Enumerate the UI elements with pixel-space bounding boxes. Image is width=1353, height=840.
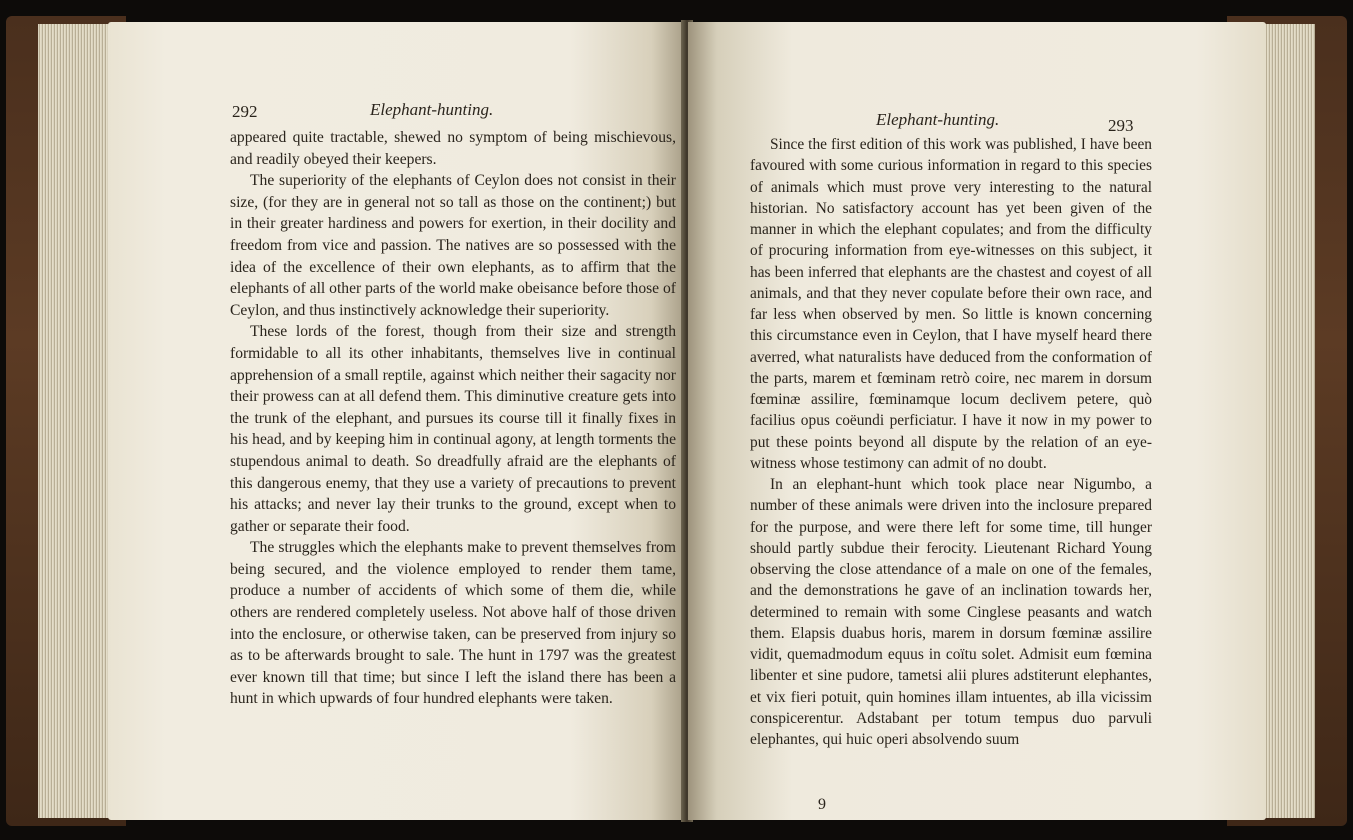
signature-mark: 9 bbox=[818, 796, 826, 813]
right-page bbox=[688, 22, 1266, 820]
left-page bbox=[108, 22, 686, 820]
right-running-title: Elephant-hunting. bbox=[876, 110, 1000, 129]
left-paragraph-1: appeared quite tractable, shewed no symptom of being mischievous, and readily obeyed their keepers. bbox=[230, 129, 676, 168]
left-paragraph-2: The superiority of the elephants of Ceylon does not consist in their size, (for they are in general not so tall as those on the continent;) but in their greater hardiness and powers for exertion, in their docility and freedom from vice and passion. The natives are so possessed with the idea of the excellence of their own elephants, as to affirm that the elephants of all other parts of the world make obeisance before those of Ceylon, and thus instinctively acknowledge their superiority. bbox=[230, 172, 676, 319]
page-edges-left bbox=[38, 24, 118, 818]
right-page-number: 293 bbox=[1108, 116, 1134, 135]
left-paragraph-3: These lords of the forest, though from their size and strength formidable to all its other inhabitants, themselves live in continual apprehension of a small reptile, against which neither their sagacity nor their prowess can at all defend them. This diminutive creature gets into the trunk of the elephant, and pursues its course till it finally fixes in his head, and by keeping him in continual agony, at length torments the stupendous animal to death. So dreadfully afraid are the elephants of this dangerous enemy, that they use a variety of precautions to prevent his attacks; and never lay their trunks to the ground, except when to gather or separate their food. bbox=[230, 323, 676, 535]
right-body-text bbox=[750, 134, 1152, 750]
left-page-number: 292 bbox=[232, 102, 258, 121]
left-running-title: Elephant-hunting. bbox=[370, 100, 494, 119]
left-paragraph-4: The struggles which the elephants make to prevent themselves from being secured, and the violence employed to render them tame, produce a number of accidents of which some of them die, while others are rendered completely useless. Not above half of those driven into the enclosure, or otherwise taken, can be preserved from injury so as to be afterwards brought to sale. The hunt in 1797 was the greatest ever known till that time; but since I left the island there has been a hunt in which upwards of four hundred elephants were taken. bbox=[230, 539, 676, 708]
right-paragraph-2: In an elephant-hunt which took place near Nigumbo, a number of these animals were driven into the inclosure prepared for the purpose, and were there left for some time, till hunger should partly subdue their ferocity. Lieutenant Richard Young observing the close attendance of a male on one of the females, and the demonstrations he gave of an inclination towards her, determined to remain with some Cinglese peasants and watch them. Elapsis duabus horis, marem in dorsum fœminæ assilire vidit, quemadmodum equus in coïtu solet. Admisit eum fœmina libenter et sine pudore, tametsi alii plures adstiterunt elephantes, et vix fieri potuit, quin homines illam intuentes, ab illa vicissim conspicerentur. Adstabant per totum tempus duo parvuli elephantes, qui huic operi absolvendo suum bbox=[750, 476, 1152, 748]
right-paragraph-1: Since the first edition of this work was published, I have been favoured with some curious information in regard to this species of animals which must prove very interesting to the natural historian. No satisfactory account has yet been given of the manner in which the elephant copulates; and from the difficulty of procuring information from eye-witnesses on this subject, it has been inferred that elephants are the chastest and coyest of all animals, and that they never copulate before their own race, and far less when observed by men. So little is known concerning this circumstance even in Ceylon, that I have myself heard there averred, what naturalists have deduced from the conformation of the parts, marem et fœminam retrò coire, nec marem in dorsum fœminæ assilire, fœminamque locum declivem petere, quò facilius opus coëundi perficiatur. I have it now in my power to put these points beyond all dispute by the relation of an eye-witness whose testimony can admit of no doubt. bbox=[750, 136, 1152, 472]
left-body-text bbox=[230, 127, 676, 710]
